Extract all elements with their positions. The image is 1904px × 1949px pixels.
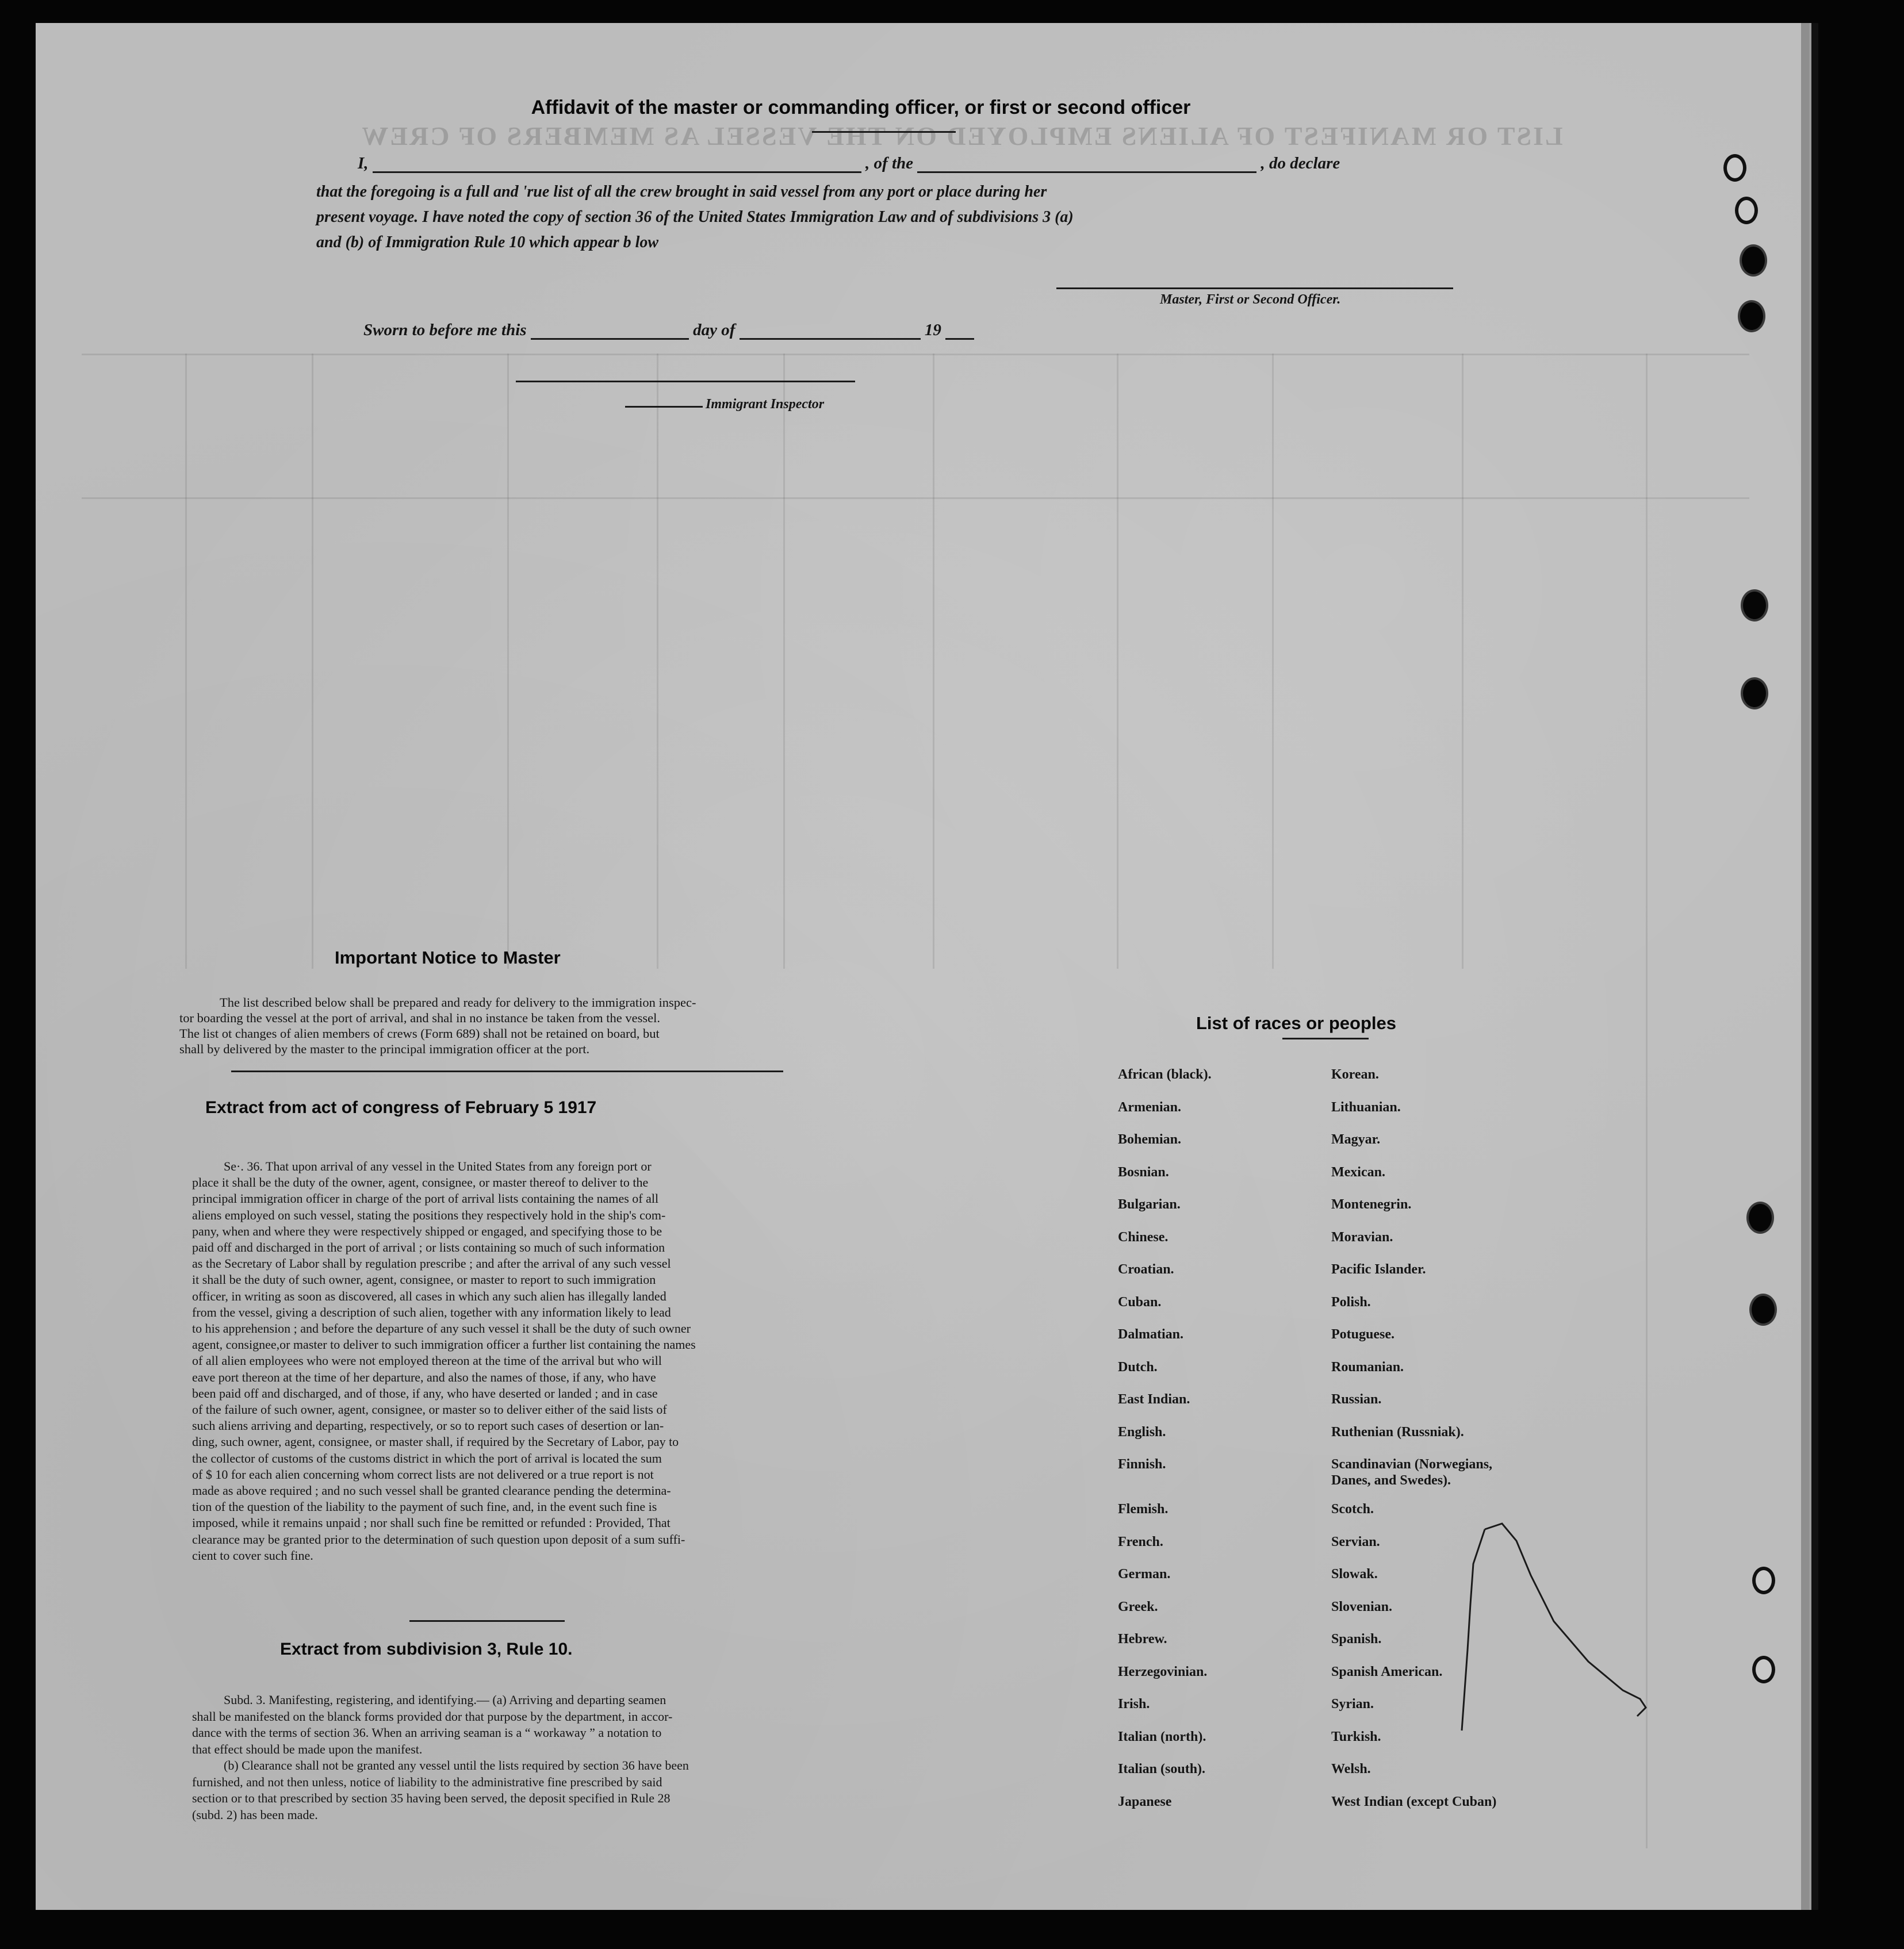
binder-hole-icon <box>1741 677 1768 709</box>
affidavit-line-2: that the foregoing is a full and 'rue list of all the crew brought in said vessel from any port or place during her <box>316 183 1047 201</box>
binder-hole-icon <box>1741 589 1768 621</box>
race-item: Russian. <box>1331 1392 1382 1407</box>
race-item: West Indian (except Cuban) <box>1331 1794 1497 1809</box>
race-item: Bosnian. <box>1118 1164 1169 1180</box>
page-edge <box>1801 23 1809 1910</box>
binder-hole-icon <box>1752 1656 1775 1683</box>
race-item: Bohemian. <box>1118 1132 1182 1147</box>
inspector-signature-line[interactable] <box>516 381 855 382</box>
binder-hole-icon <box>1740 244 1767 277</box>
affidavit-line-4: and (b) of Immigration Rule 10 which appear b low <box>316 233 659 251</box>
binder-hole-icon <box>1752 1567 1775 1594</box>
race-item: Hebrew. <box>1118 1632 1167 1647</box>
extract-act-title: Extract from act of congress of February 5 1917 <box>205 1098 597 1117</box>
race-item: Scotch. <box>1331 1502 1374 1517</box>
race-item: Turkish. <box>1331 1729 1381 1744</box>
inspector-label: Immigrant Inspector <box>706 397 825 412</box>
race-item: Flemish. <box>1118 1502 1169 1517</box>
race-item: Japanese <box>1118 1794 1172 1809</box>
extract-act-body: Se·. 36. That upon arrival of any vessel in the United States from any foreign port or place it shall be the duty of the owner, agent, consignee, or master thereof to deliver to the principal immigration officer in charge of the port of arrival lists containing the names of all aliens employed on such vessel, stating the positions they respectively hold in the ship's com- pany, when and where they were respectively shipped or engaged, and specifying those to be paid off and discharged in the port of arrival ; or lists containing so much of such information as the Secretary of Labor shall by regulation prescribe ; and after the arrival of any such vessel it shall be the duty of such owner, agent, consignee, or master to report to such immigration officer, in writing as soon as discovered, all cases in which any such alien has illegally landed from the vessel, giving a description of such alien, together with any information likely to lead to his apprehension ; and before the departure of any such vessel it shall be the duty of such owner agent, consignee,or master to deliver to such immigration officer a further list containing the names of all alien employees who were not employed thereon at the time of the arrival but who will eave port thereon at the time of her departure, and also the names of those, if any, who have been paid off and discharged, and of those, if any, who have deserted or landed ; and in case of the failure of such owner, agent, consignee, or master so to deliver either of the said lists of such aliens arriving and departing, respectively, or so to report such cases of desertion or lan- ding, such owner, agent, consignee, or master shall, if required by the Secretary of Labor, pay to the collector of customs of the customs district in which the port of arrival is located the sum of $ 10 for each alien concerning whom correct lists are not delivered or a true report is not made as above required ; and no such vessel shall be granted clearance pending the determina- tion of the question of the liability to the payment of such fine, and, in the event such fine is imposed, while it remains unpaid ; nor shall such fine be remitted or refunded : Provided, That clearance may be granted prior to the determination of such question upon deposit of a sum suffi- cient to cover such fine. <box>192 1159 696 1563</box>
race-item: Welsh. <box>1331 1762 1371 1777</box>
manifest-page <box>36 23 1801 1910</box>
affidavit-line-3: present voyage. I have noted the copy of section 36 of the United States Immigration Law and of subdivisions 3 (a) <box>316 208 1074 226</box>
race-item: Magyar. <box>1331 1132 1381 1147</box>
sworn-month-field[interactable] <box>740 321 921 340</box>
race-item: Italian (north). <box>1118 1729 1206 1744</box>
signature-label: Master, First or Second Officer. <box>1160 292 1341 307</box>
race-item: Syrian. <box>1331 1697 1374 1712</box>
race-item: Ruthenian (Russniak). <box>1331 1424 1464 1440</box>
binder-hole-icon <box>1746 1202 1774 1234</box>
race-item: Spanish American. <box>1331 1664 1443 1679</box>
extract-rule-title: Extract from subdivision 3, Rule 10. <box>280 1640 573 1659</box>
sworn-year-field[interactable] <box>945 321 974 340</box>
race-item: Montenegrin. <box>1331 1197 1412 1212</box>
race-item: French. <box>1118 1534 1163 1549</box>
affidavit-line-1: I, , of the , do declare <box>358 154 1340 172</box>
race-item: Pacific Islander. <box>1331 1262 1426 1277</box>
race-item: Italian (south). <box>1118 1762 1206 1777</box>
binder-hole-icon <box>1735 197 1758 224</box>
race-item: Finnish. <box>1118 1457 1166 1472</box>
race-item: African (black). <box>1118 1067 1212 1082</box>
affidavit-title: Affidavit of the master or commanding officer, or first or second officer <box>531 97 1191 118</box>
race-item: Scandinavian (Norwegians, Danes, and Swedes). <box>1331 1457 1493 1488</box>
race-item: Roumanian. <box>1331 1359 1404 1375</box>
bleed-through-header: LIST OR MANIFEST OF ALIENS EMPLOYED ON THE VESSEL AS MEMBERS OF CREW <box>360 121 1563 151</box>
race-item: Chinese. <box>1118 1229 1169 1245</box>
race-item: East Indian. <box>1118 1392 1190 1407</box>
race-item: Dutch. <box>1118 1359 1158 1375</box>
race-item: Slowak. <box>1331 1567 1378 1582</box>
races-title: List of races or peoples <box>1196 1013 1396 1033</box>
race-item: German. <box>1118 1567 1171 1582</box>
races-left-column <box>1118 1066 1308 1826</box>
extract-rule-body: Subd. 3. Manifesting, registering, and identifying.— (a) Arriving and departing seamen shall be manifested on the blanck forms provided dor that purpose by the department, in accor- dance with the terms of section 36. When an arriving seaman is a “ workaway ” a notation to that effect should be made upon the manifest. (b) Clearance shall not be granted any vessel until the lists required by section 36 have been furnished, and not then unless, notice of liability to the administrative fine prescribed by said section or to that prescribed by section 35 having been served, the deposit specified in Rule 28 (subd. 2) has been made. <box>192 1693 689 1822</box>
race-item: Moravian. <box>1331 1229 1393 1245</box>
notice-title: Important Notice to Master <box>335 947 561 968</box>
race-item: Slovenian. <box>1331 1599 1393 1614</box>
race-item: Dalmatian. <box>1118 1327 1183 1342</box>
vessel-name-field[interactable] <box>917 154 1256 173</box>
race-item: Spanish. <box>1331 1632 1382 1647</box>
binder-hole-icon <box>1738 300 1765 332</box>
race-item: Croatian. <box>1118 1262 1174 1277</box>
sworn-day-field[interactable] <box>531 321 689 340</box>
race-item: Greek. <box>1118 1599 1158 1614</box>
race-item: Potuguese. <box>1331 1327 1395 1342</box>
race-item: English. <box>1118 1424 1166 1440</box>
binder-hole-icon <box>1723 154 1746 182</box>
race-item: Irish. <box>1118 1697 1150 1712</box>
race-item: Lithuanian. <box>1331 1099 1401 1115</box>
race-item: Bulgarian. <box>1118 1197 1181 1212</box>
race-item: Mexican. <box>1331 1164 1385 1180</box>
race-item: Polish. <box>1331 1294 1371 1310</box>
declarant-name-field[interactable] <box>373 154 861 173</box>
race-item: Korean. <box>1331 1067 1379 1082</box>
sworn-line: Sworn to before me this day of 19 <box>363 321 974 340</box>
race-item: Herzegovinian. <box>1118 1664 1208 1679</box>
binder-hole-icon <box>1749 1294 1777 1326</box>
signature-line[interactable] <box>1056 287 1453 289</box>
race-item: Cuban. <box>1118 1294 1162 1310</box>
pen-mark-icon <box>1416 1501 1703 1754</box>
race-item: Servian. <box>1331 1534 1380 1549</box>
race-item: Armenian. <box>1118 1099 1181 1115</box>
notice-body: The list described below shall be prepared and ready for delivery to the immigration inspec- tor boarding the vessel at the port of arrival, and shal in no instance be taken from the vessel. The list ot changes of alien members of crews (Form 689) shall not be retained on board, but shall by delivered by the master to the principal immigration officer at the port. <box>179 995 696 1056</box>
